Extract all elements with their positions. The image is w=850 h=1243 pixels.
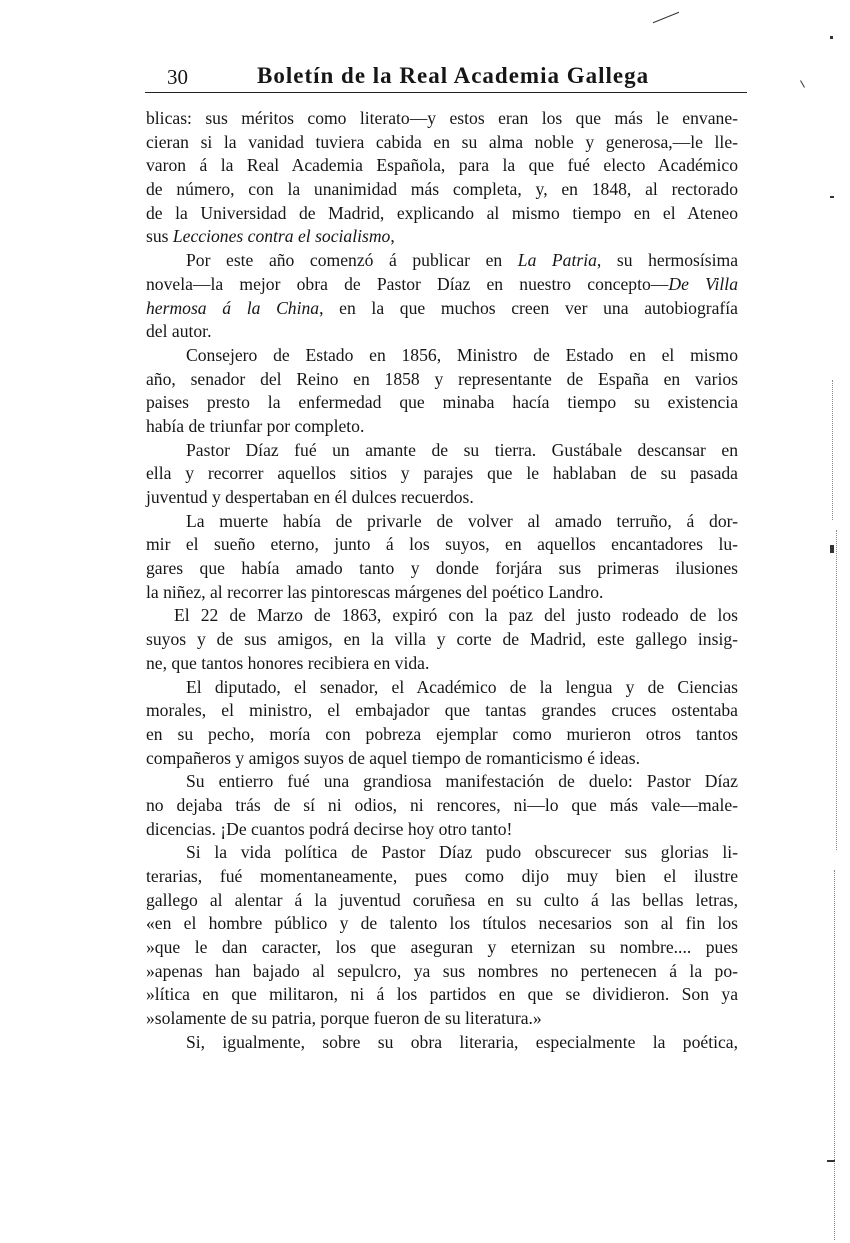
text-line: de número, con la unanimidad más completa, y, en 1848, al rectorado <box>146 179 738 200</box>
text-line: gares que había amado tanto y donde forjára sus primeras ilusiones <box>146 558 738 579</box>
text-line: varon á la Real Academia Española, para la que fué electo Académico <box>146 155 738 176</box>
text-line: dicencias. ¡De cuantos podrá decirse hoy otro tanto! <box>146 818 513 839</box>
text-line: suyos y de sus amigos, en la villa y corte de Madrid, este gallego insig- <box>146 629 738 650</box>
text-line: Por este año comenzó á publicar en La Patria, su hermosísima <box>186 250 739 271</box>
scan-mark <box>800 80 805 87</box>
text-line: gallego al alentar á la juventud coruñesa en su culto á las bellas letras, <box>146 889 738 910</box>
text-line: año, senador del Reino en 1858 y representante de España en varios <box>146 368 738 389</box>
margin-rule <box>832 380 833 520</box>
text-line: paises presto la enfermedad que minaba hacía tiempo su existencia <box>146 392 738 413</box>
italic-title: hermosa á la China <box>146 297 320 318</box>
text-line: juventud y despertaban en él dulces recuerdos. <box>146 487 474 507</box>
scan-mark <box>653 12 679 23</box>
text-line: Consejero de Estado en 1856, Ministro de Estado en el mismo <box>186 344 738 365</box>
italic-title: De Villa <box>668 273 738 294</box>
text-line: Si la vida política de Pastor Díaz pudo obscurecer sus glorias li- <box>186 842 738 863</box>
margin-rule <box>834 870 835 1240</box>
scan-mark <box>827 1160 835 1162</box>
text-line: «en el hombre público y de talento los títulos necesarios son al fin los <box>146 913 738 934</box>
body-text <box>146 107 738 1055</box>
text-line: Pastor Díaz fué un amante de su tierra. Gustábale descansar en <box>186 439 738 460</box>
scan-mark <box>830 36 833 39</box>
text-line: cieran si la vanidad tuviera cabida en su alma noble y generosa,—le lle- <box>146 131 738 152</box>
text-line: sus Lecciones contra el socialismo, <box>146 226 395 247</box>
text-line: compañeros y amigos suyos de aquel tiempo de romanticismo é ideas. <box>146 747 640 768</box>
margin-rule <box>836 530 837 850</box>
text-line: ella y recorrer aquellos sitios y parajes que le hablaban de su pasada <box>146 463 738 484</box>
text-line: no dejaba trás de sí ni odios, ni rencores, ni—lo que más vale—male- <box>146 794 738 815</box>
text-line: del autor. <box>146 321 212 342</box>
text-line: La muerte había de privarle de volver al amado terruño, á dor- <box>186 510 738 531</box>
text-line: Si, igualmente, sobre su obra literaria, especialmente la poética, <box>186 1031 738 1052</box>
text-line: »lítica en que militaron, ni á los partidos en que se dividieron. Son ya <box>146 984 738 1005</box>
italic-title: Lecciones contra el socialismo <box>172 226 391 247</box>
text-line: ne, que tantos honores recibiera en vida. <box>146 652 430 673</box>
text-line: terarias, fué momentaneamente, pues como dijo muy bien el ilustre <box>146 866 738 886</box>
text-line: blicas: sus méritos como literato—y estos eran los que más le envane- <box>146 108 738 128</box>
text-line: hermosa á la China, en la que muchos creen ver una autobiografía <box>146 297 738 318</box>
text-line: novela—la mejor obra de Pastor Díaz en nuestro concepto—De Villa <box>146 273 738 294</box>
text-line: mir el sueño eterno, junto á los suyos, en aquellos encantadores lu- <box>146 534 738 555</box>
text-line: morales, el ministro, el embajador que tantas grandes cruces ostentaba <box>146 700 738 721</box>
text-line: había de triunfar por completo. <box>146 415 365 436</box>
text-line: »apenas han bajado al sepulcro, ya sus nombres no pertenecen á la po- <box>146 960 738 981</box>
text-line: El 22 de Marzo de 1863, expiró con la paz del justo rodeado de los <box>174 605 738 626</box>
running-header <box>145 62 747 93</box>
text-line: El diputado, el senador, el Académico de la lengua y de Ciencias <box>186 676 738 697</box>
text-line: de la Universidad de Madrid, explicando al mismo tiempo en el Ateneo <box>146 202 738 223</box>
text-line: Su entierro fué una grandiosa manifestación de duelo: Pastor Díaz <box>186 771 738 792</box>
text-line: »que le dan caracter, los que aseguran y eternizan su nombre.... pues <box>146 937 738 958</box>
page-number: 30 <box>167 65 188 89</box>
italic-title: La Patria <box>517 250 597 271</box>
text-line: en su pecho, moría con pobreza ejemplar como murieron otros tantos <box>146 723 738 744</box>
text-line: la niñez, al recorrer las pintorescas márgenes del poético Landro. <box>146 581 604 602</box>
running-title: Boletín de la Real Academia Gallega <box>257 63 650 88</box>
scan-mark <box>830 196 834 198</box>
scan-mark <box>830 545 834 553</box>
text-line: »solamente de su patria, porque fueron de su literatura.» <box>146 1008 542 1029</box>
